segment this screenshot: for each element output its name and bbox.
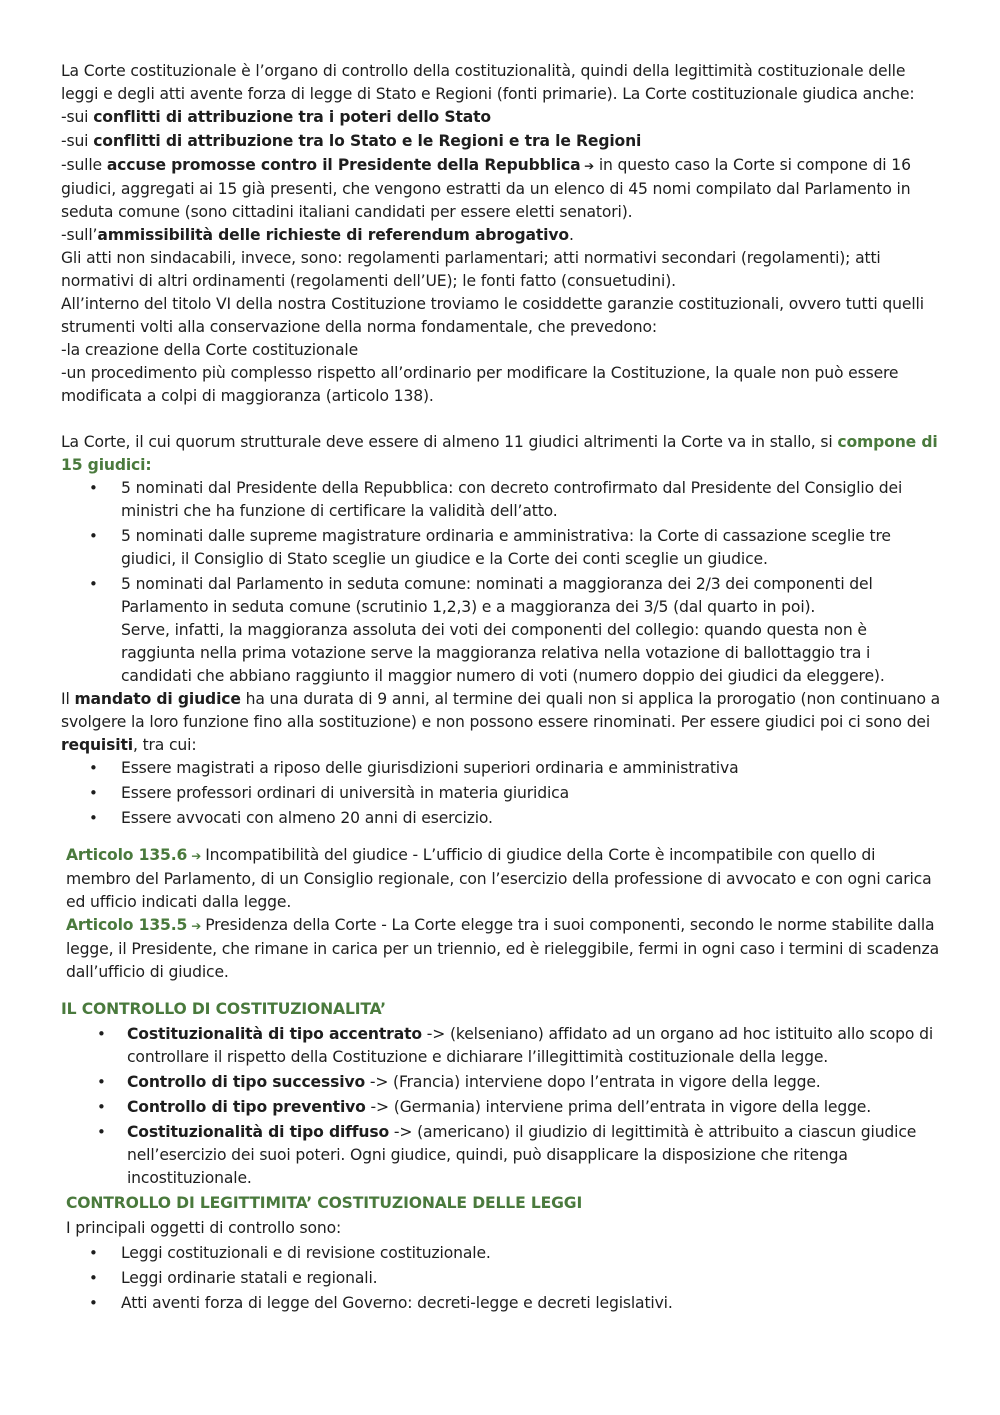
- list-item: • Leggi ordinarie statali e regionali.: [61, 1267, 943, 1290]
- list-item-text: -> (americano) il giudizio di legittimità è attribuito a ciascun giudice nell’esercizio dei suoi poteri. Ogni giudice, quindi, può disapplicare la disposizione che ritenga incostituzionale.: [127, 1123, 917, 1187]
- item-prefix: -sulle: [61, 156, 107, 174]
- spacer: [61, 832, 943, 844]
- list-item-continuation: Serve, infatti, la maggioranza assoluta dei voti dei componenti del collegio: quando questa non è raggiunta nella prima votazione serve la maggioranza relativa nella votazione di ballottaggio tra i candidati che abbiano raggiunto il maggior numero di voti (numero doppio dei giudici da eleggere).: [121, 621, 885, 685]
- list-item-text: 5 nominati dal Parlamento in seduta comune: nominati a maggioranza dei 2/3 dei componenti del Parlamento in seduta comune (scrutinio 1,2,3) e a maggioranza dei 3/5 (dal quarto in poi).: [121, 575, 873, 616]
- composition-paragraph: [61, 431, 943, 477]
- list-item: • Essere magistrati a riposo delle giurisdizioni superiori ordinaria e amministrativa: [61, 757, 943, 780]
- spacer: [61, 984, 943, 996]
- composition-list: [61, 477, 943, 688]
- control-types-list: [61, 1023, 943, 1190]
- competence-item-4: [61, 224, 943, 247]
- list-item-bold: Controllo di tipo successivo: [127, 1073, 366, 1091]
- item-suffix: .: [568, 226, 574, 244]
- list-item: [61, 1096, 943, 1119]
- list-item: • 5 nominati dalle supreme magistrature ordinaria e amministrativa: la Corte di cassazione sceglie tre giudici, il Consiglio di Stato sceglie un giudice e la Corte dei conti sceglie un giudice.: [61, 525, 943, 571]
- item-prefix: -sui: [61, 132, 94, 150]
- article-label: Articolo 135.5: [66, 916, 188, 934]
- item-prefix: -sui: [61, 108, 94, 126]
- requirements-bold: requisiti: [61, 736, 133, 754]
- item-bold: ammissibilità delle richieste di referendum abrogativo: [97, 226, 569, 244]
- non-reviewable-acts-paragraph: Gli atti non sindacabili, invece, sono: regolamenti parlamentari; atti normativi secondari (regolamenti); atti normativi di altri ordinamenti (regolamenti dell’UE); le fonti fatto (consuetudini).: [61, 249, 881, 290]
- list-item: [61, 573, 943, 688]
- mandate-paragraph: [61, 688, 943, 757]
- article-label: Articolo 135.6: [66, 846, 188, 864]
- list-item: [61, 1121, 943, 1190]
- item-bold: accuse promosse contro il Presidente della Repubblica: [106, 156, 581, 174]
- article-text: Incompatibilità del giudice - L’ufficio di giudice della Corte è incompatibile con quello di membro del Parlamento, di un Consiglio regionale, con l’esercizio della professione di avvocato e con ogni carica ed ufficio indicati dalla legge.: [66, 846, 932, 911]
- intro-paragraph: La Corte costituzionale è l’organo di controllo della costituzionalità, quindi della legittimità costituzionale delle leggi e degli atti avente forza di legge di Stato e Regioni (fonti primarie). La Corte costituzionale giudica anche:: [61, 62, 915, 103]
- item-bold: conflitti di attribuzione tra i poteri dello Stato: [93, 108, 491, 126]
- list-item-bold: Costituzionalità di tipo diffuso: [127, 1123, 390, 1141]
- list-item-text: -> (Francia) interviene dopo l’entrata in vigore della legge.: [365, 1073, 821, 1091]
- mandate-bold: mandato di giudice: [74, 690, 241, 708]
- section-heading-legitimacy: CONTROLLO DI LEGITTIMITA’ COSTITUZIONALE DELLE LEGGI: [66, 1194, 583, 1212]
- arrow-icon: ➔: [187, 849, 206, 863]
- text-span: ha una durata di 9 anni, al termine dei quali non si applica la prorogatio (non continuano a svolgere la loro funzione fino alla sostituzione) e non possono essere rinominati. Per essere giudici poi ci sono dei: [61, 690, 941, 731]
- list-item: • Leggi costituzionali e di revisione costituzionale.: [61, 1242, 943, 1265]
- list-item: • Essere professori ordinari di università in materia giuridica: [61, 782, 943, 805]
- list-item: [61, 1023, 943, 1069]
- competence-item-2: [61, 130, 943, 153]
- list-item-bold: Controllo di tipo preventivo: [127, 1098, 366, 1116]
- requirements-list: [61, 757, 943, 830]
- competence-item-3: [61, 154, 943, 224]
- competence-item-1: [61, 106, 943, 129]
- list-item-bold: Costituzionalità di tipo accentrato: [127, 1025, 422, 1043]
- composition-text: La Corte, il cui quorum strutturale deve essere di almeno 11 giudici altrimenti la Corte va in stallo, si: [61, 433, 838, 451]
- objects-intro: I principali oggetti di controllo sono:: [66, 1219, 342, 1237]
- document-page: [61, 60, 943, 1317]
- arrow-icon: ➔: [187, 919, 206, 933]
- list-item: • 5 nominati dal Presidente della Repubblica: con decreto controfirmato dal Presidente del Consiglio dei ministri che ha funzione di certificare la validità dell’atto.: [61, 477, 943, 523]
- section-heading-control: IL CONTROLLO DI COSTITUZIONALITA’: [61, 1000, 386, 1018]
- text-span: , tra cui:: [132, 736, 197, 754]
- list-item-text: -> (Germania) interviene prima dell’entrata in vigore della legge.: [365, 1098, 872, 1116]
- guarantees-paragraph: All’interno del titolo VI della nostra Costituzione troviamo le cosiddette garanzie costituzionali, ovvero tutti quelli strumenti volti alla conservazione della norma fondamentale, che prevedono:: [61, 295, 924, 336]
- item-prefix: -sull’: [61, 226, 98, 244]
- item-text: in questo caso la Corte si compone di 16 giudici, aggregati ai 15 già presenti, che vengono estratti da un elenco di 45 nomi compilato dal Parlamento in seduta comune (sono cittadini italiani candidati per essere eletti senatori).: [61, 156, 911, 221]
- list-item-text: -> (kelseniano) affidato ad un organo ad hoc istituito allo scopo di controllare il rispetto della Costituzione e dichiarare l’illegittimità costituzionale della legge.: [127, 1025, 934, 1066]
- composition-highlight: compone di 15 giudici:: [61, 433, 938, 474]
- arrow-icon: ➔: [580, 159, 595, 173]
- item-bold: conflitti di attribuzione tra lo Stato e le Regioni e tra le Regioni: [93, 132, 642, 150]
- article-text: Presidenza della Corte - La Corte elegge tra i suoi componenti, secondo le norme stabilite dalla legge, il Presidente, che rimane in carica per un triennio, ed è rieleggibile, fermi in ogni caso i termini di scadenza dall’ufficio di giudice.: [66, 916, 939, 981]
- list-item: • Atti aventi forza di legge del Governo: decreti-legge e decreti legislativi.: [61, 1292, 943, 1315]
- guarantee-item-2: -un procedimento più complesso rispetto all’ordinario per modificare la Costituzione, la quale non può essere modificata a colpi di maggioranza (articolo 138).: [61, 364, 899, 405]
- list-item: • Essere avvocati con almeno 20 anni di esercizio.: [61, 807, 943, 830]
- article-135-5: [61, 914, 943, 984]
- objects-list: [61, 1242, 943, 1315]
- article-135-6: [61, 844, 943, 914]
- list-item: [61, 1071, 943, 1094]
- spacer: [61, 408, 943, 431]
- guarantee-item-1: -la creazione della Corte costituzionale: [61, 341, 359, 359]
- text-span: Il: [61, 690, 75, 708]
